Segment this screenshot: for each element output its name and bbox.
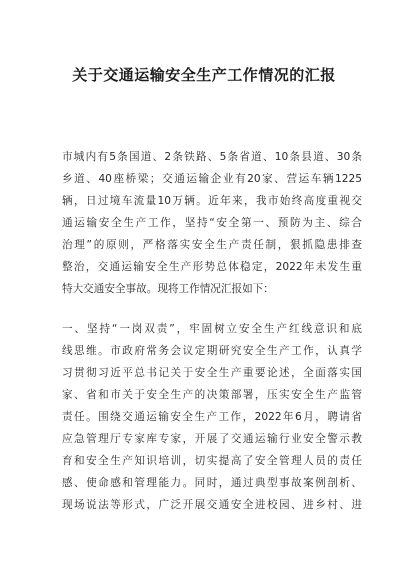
text-line: 育和安全生产知识培训，切实提高了安全管理人员的责任 bbox=[62, 455, 362, 467]
text-line: 辆，日过境车流量10万辆。近年来，我市始终高度重视交 bbox=[62, 195, 362, 207]
text-line: 乡道、40座桥梁；交通运输企业有20家、营运车辆1225 bbox=[62, 173, 362, 185]
text-line: 整治，交通运输安全生产形势总体稳定，2022年未发生重 bbox=[62, 261, 362, 273]
text-line: 通运输安全生产工作，坚持“安全第一、预防为主、综合 bbox=[62, 217, 362, 229]
text-line: 市城内有5条国道、2条铁路、5条省道、10条县道、30条 bbox=[62, 151, 362, 163]
text-line: 一、坚持“一岗双责”，牢固树立安全生产红线意识和底 bbox=[62, 323, 362, 335]
document-title: 关于交通运输安全生产工作情况的汇报 bbox=[72, 66, 336, 84]
text-line: 治理”的原则，严格落实安全生产责任制，狠抓隐患排查 bbox=[62, 239, 362, 251]
text-line: 现场说法等形式，广泛开展交通安全进校园、进乡村、进 bbox=[62, 499, 362, 511]
text-line: 责任。围绕交通运输安全生产工作，2022年6月，聘请省 bbox=[62, 411, 362, 423]
text-line: 应急管理厅专家库专家，开展了交通运输行业安全警示教 bbox=[62, 433, 362, 445]
paragraph-section-one bbox=[62, 318, 362, 516]
text-line: 家、省和市关于安全生产的决策部署，压实安全生产监管 bbox=[62, 389, 362, 401]
text-line: 习贯彻习近平总书记关于安全生产重要论述，全面落实国 bbox=[62, 367, 362, 379]
paragraph-intro bbox=[62, 146, 362, 300]
text-line: 感、使命感和管理能力。同时，通过典型事故案例剖析、 bbox=[62, 477, 362, 489]
text-line: 特大交通安全事故。现将工作情况汇报如下： bbox=[62, 283, 274, 295]
text-line: 线思维。市政府常务会议定期研究安全生产工作，认真学 bbox=[62, 345, 362, 357]
